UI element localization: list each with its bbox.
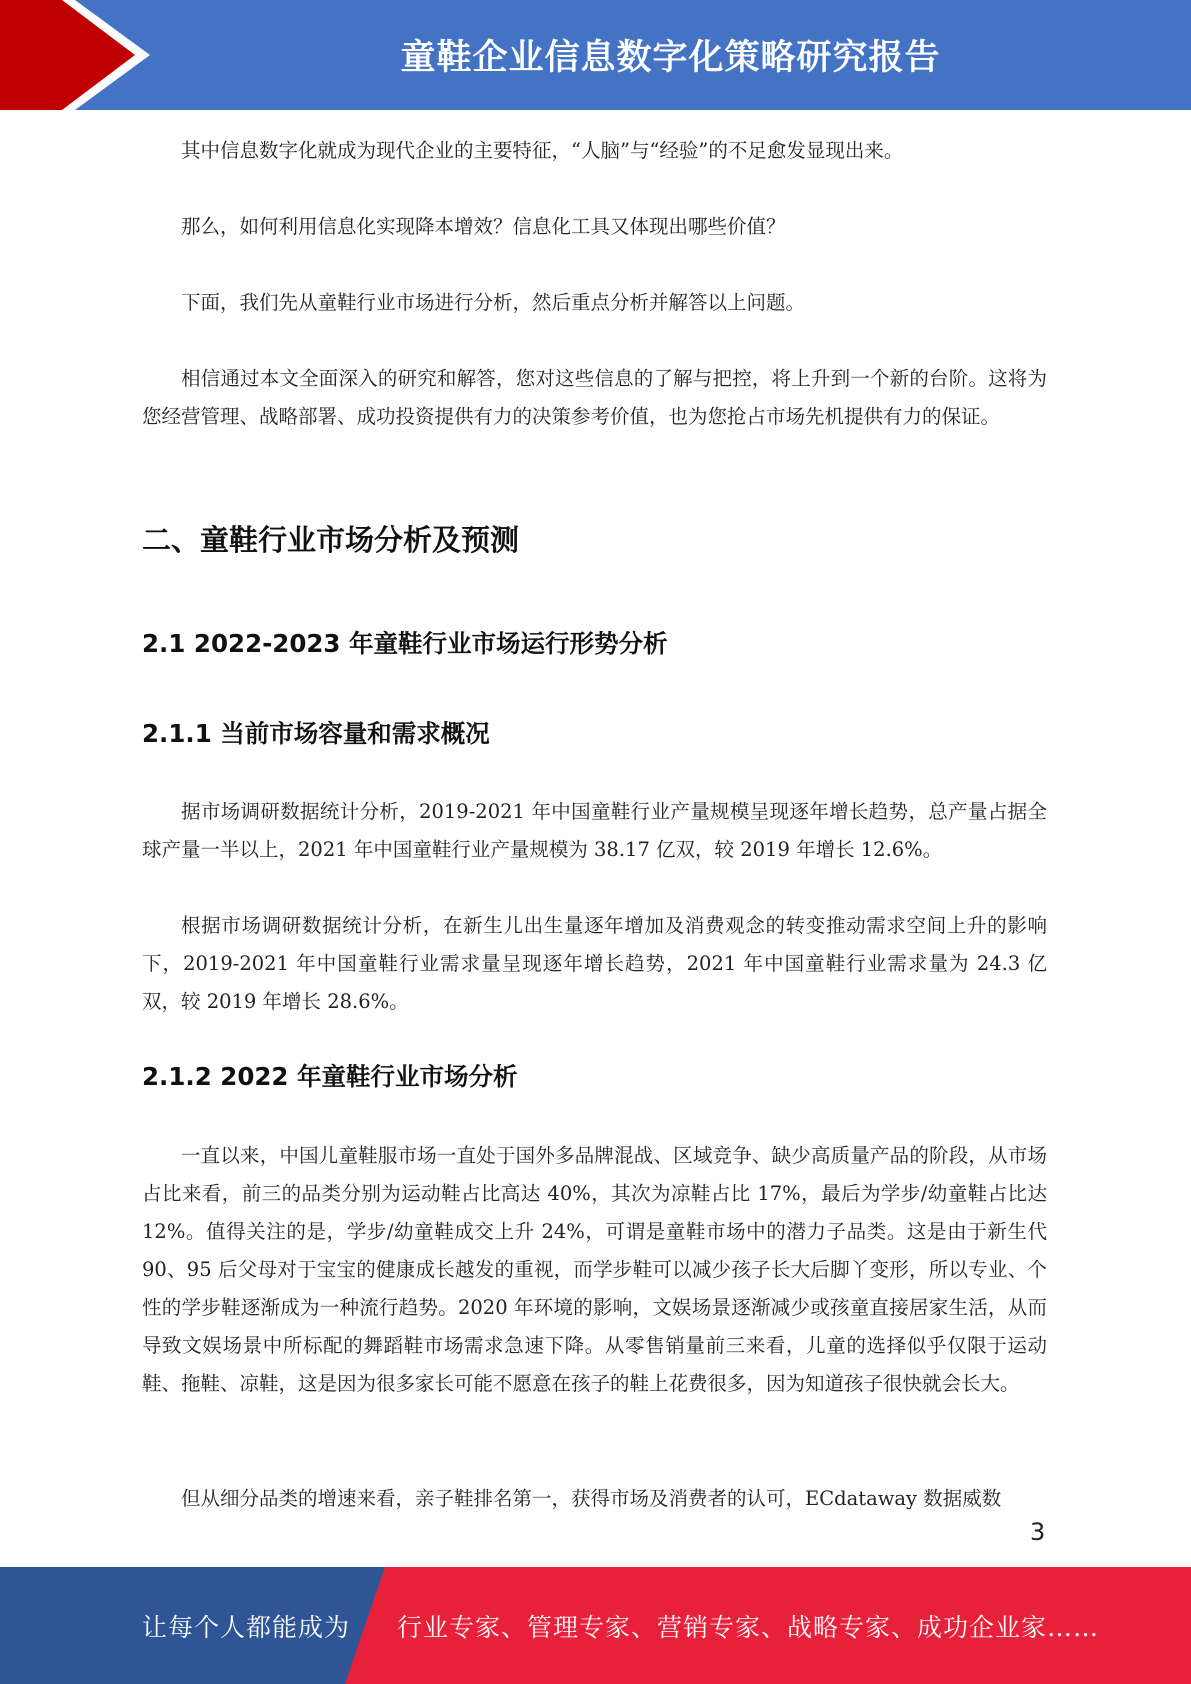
header-red-arrow-icon (0, 0, 160, 110)
paragraph-subcategory-growth: 但从细分品类的增速来看，亲子鞋排名第一，获得市场及消费者的认可，ECdataway 数据威数 (181, 1487, 1002, 1510)
paragraph-intro-3: 下面，我们先从童鞋行业市场进行分析，然后重点分析并解答以上问题。 (181, 291, 806, 314)
subsection-heading-2-1-1: 2.1.1 当前市场容量和需求概况 (142, 719, 490, 748)
report-title: 童鞋企业信息数字化策略研究报告 (400, 38, 941, 78)
footer-slogan-right: 行业专家、管理专家、营销专家、战略专家、成功企业家…… (397, 1612, 1100, 1642)
page-footer (0, 1567, 1191, 1684)
paragraph-capacity-demand: 根据市场调研数据统计分析，在新生儿出生量逐年增加及消费观念的转变推动需求空间上升的影响下，2019-2021 年中国童鞋行业需求量呈现逐年增长趋势，2021 年中国童鞋行业需求量为 24.3 亿双，较 2019 年增长 28.6%。 (142, 914, 1047, 1013)
paragraph-intro-1: 其中信息数字化就成为现代企业的主要特征，“人脑”与“经验”的不足愈发显现出来。 (181, 139, 904, 162)
paragraph-intro-4: 相信通过本文全面深入的研究和解答，您对这些信息的了解与把控，将上升到一个新的台阶。这将为您经营管理、战略部署、成功投资提供有力的决策参考价值，也为您抢占市场先机提供有力的保证。 (142, 367, 1047, 428)
section-heading-2: 二、童鞋行业市场分析及预测 (142, 523, 520, 557)
page-number: 3 (1030, 1518, 1046, 1546)
paragraph-intro-2: 那么，如何利用信息化实现降本增效？信息化工具又体现出哪些价值？ (181, 215, 786, 238)
paragraph-capacity-output: 据市场调研数据统计分析，2019-2021 年中国童鞋行业产量规模呈现逐年增长趋势，总产量占据全球产量一半以上，2021 年中国童鞋行业产量规模为 38.17 亿双，较 2019 年增长 12.6%。 (142, 800, 1047, 861)
footer-slogan-left: 让每个人都能成为 (142, 1612, 351, 1642)
paragraph-market-analysis: 一直以来，中国儿童鞋服市场一直处于国外多品牌混战、区域竞争、缺少高质量产品的阶段，从市场占比来看，前三的品类分别为运动鞋占比高达 40%，其次为凉鞋占比 17%，最后为学步/幼童鞋占比达 12%。值得关注的是，学步/幼童鞋成交上升 24%，可谓是童鞋市场中的潜力子品类。这是由于新生代 90、95 后父母对于宝宝的健康成长越发的重视，而学步鞋可以减少孩子长大后脚丫变形，所以专业、个性的学步鞋逐渐成为一种流行趋势。2020 年环境的影响，文娱场景逐渐减少或孩童直接居家生活，从而导致文娱场景中所标配的舞蹈鞋市场需求急速下降。从零售销量前三来看，儿童的选择似乎仅限于运动鞋、拖鞋、凉鞋，这是因为很多家长可能不愿意在孩子的鞋上花费很多，因为知道孩子很快就会长大。 (142, 1144, 1047, 1395)
subsection-heading-2-1-2: 2.1.2 2022 年童鞋行业市场分析 (142, 1062, 518, 1091)
page-header (0, 0, 1191, 110)
subsection-heading-2-1: 2.1 2022-2023 年童鞋行业市场运行形势分析 (142, 629, 668, 658)
